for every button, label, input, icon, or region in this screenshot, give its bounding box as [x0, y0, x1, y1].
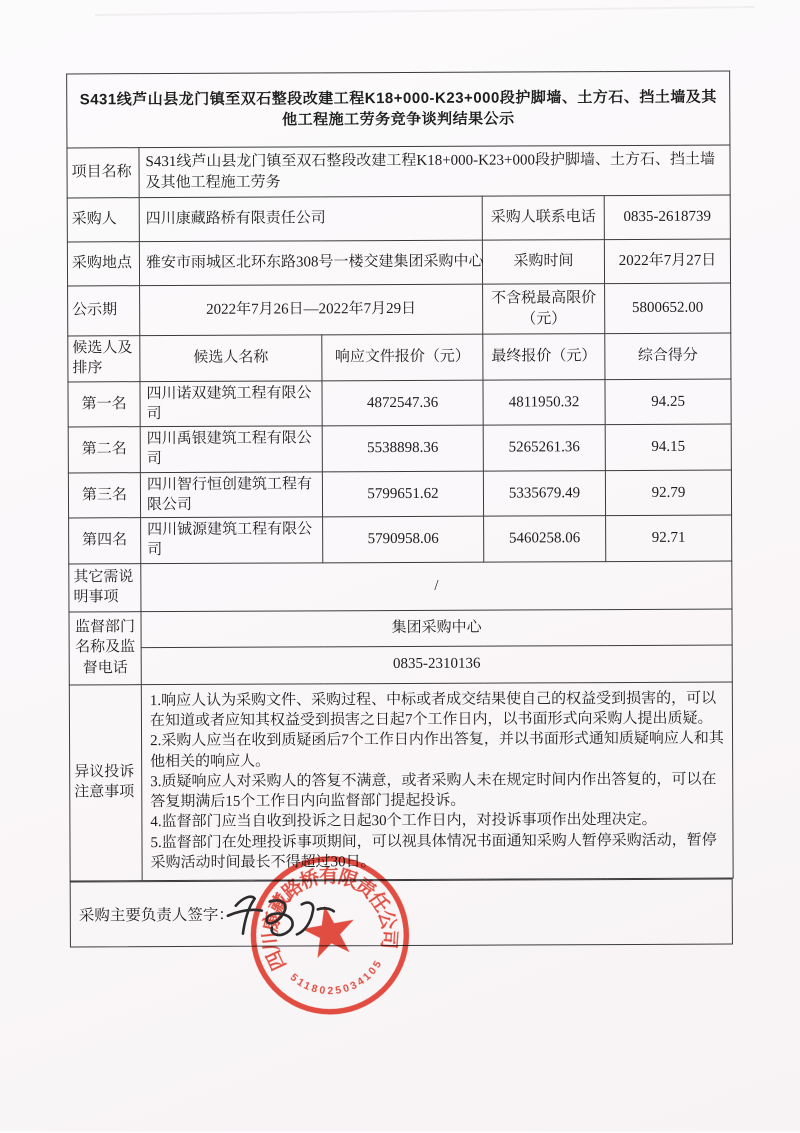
score-cell: 94.15	[605, 424, 731, 470]
objection-label: 异议投诉注意事项	[69, 684, 142, 880]
time-label: 采购时间	[482, 240, 604, 285]
table-row	[69, 609, 732, 648]
candidates-section-label: 候选人及排序	[68, 336, 140, 382]
seal-number-text: 5118025034105	[287, 958, 385, 998]
table-row	[68, 283, 731, 336]
table-row	[67, 71, 730, 148]
seal-company-text: 四川康藏路桥有限责任公司	[260, 866, 400, 974]
candidate-row-3	[68, 470, 731, 518]
page-title: S431线芦山县龙门镇至双石整段改建工程K18+000-K23+000段护脚墙、土方石、挡土墙及其他工程施工劳务竞争谈判结果公示	[67, 71, 730, 148]
table-row	[69, 645, 732, 685]
table-row	[69, 682, 733, 881]
rank-cell: 第一名	[68, 381, 140, 427]
handwritten-signature	[222, 889, 342, 944]
candidate-name-cell: 四川智行恒创建筑工程有限公司	[140, 471, 322, 517]
other-notes-label: 其它需说明事项	[69, 563, 141, 611]
supervision-phone: 0835-2310136	[141, 645, 732, 685]
purchaser-phone-label: 采购人联系电话	[482, 196, 604, 241]
score-cell: 94.25	[605, 379, 731, 425]
publicity-value: 2022年7月26日—2022年7月29日	[140, 284, 483, 335]
table-row	[69, 561, 732, 612]
candidate-row-1	[68, 379, 731, 427]
score-cell: 92.71	[606, 515, 732, 561]
doc-price-cell: 5538898.36	[322, 425, 483, 471]
candidate-name-cell: 四川诺双建筑工程有限公司	[140, 380, 322, 426]
rank-cell: 第四名	[69, 518, 141, 564]
publicity-label: 公示期	[68, 286, 140, 336]
max-price-value: 5800652.00	[605, 283, 731, 334]
col-header-final-price: 最终报价（元）	[483, 334, 605, 380]
table-header-row	[68, 333, 731, 381]
project-name-value: S431线芦山县龙门镇至双石整段改建工程K18+000-K23+000段护脚墙、土方石、挡土墙及其他工程施工劳务	[139, 145, 730, 198]
signature-label: 采购主要负责人签字：	[78, 906, 234, 925]
objection-notes: 1.响应人认为采购文件、采购过程、中标或者成交结果使自己的权益受到损害的，可以在知道或者应知其权益受到损害之日起7个工作日内，以书面形式向采购人提出质疑。 2.采购人应当在收到质疑函后7个工作日内作出答复，并以书面形式通知质疑响应人和其他相关的响应人。 3.质疑响应人对采购人的答复不满意，或者采购人未在规定时间内作出答复的，可以在答复期满后15个工作日内向监督部门提起投诉。 4.监督部门应当自收到投诉之日起30个工作日内，对投诉事项作出处理决定。 5.监督部门在处理投诉事项期间，可以视具体情况书面通知采购人暂停采购活动，暂停采购活动时间最长不得超过30日。	[141, 682, 733, 881]
project-name-label: 项目名称	[67, 148, 139, 198]
doc-price-cell: 5799651.62	[322, 471, 483, 517]
location-value: 雅安市雨城区北环东路308号一楼交建集团采购中心	[139, 240, 482, 285]
col-header-name: 候选人名称	[140, 335, 322, 381]
other-notes-value: /	[141, 561, 732, 612]
rank-cell: 第二名	[68, 427, 140, 473]
final-price-cell: 5460258.06	[484, 516, 606, 562]
supervision-label: 监督部门名称及监督电话	[69, 611, 141, 684]
purchaser-phone-value: 0835-2618739	[604, 195, 730, 240]
candidate-row-4	[69, 515, 732, 563]
max-price-label: 不含税最高限价（元）	[483, 284, 605, 335]
purchaser-value: 四川康藏路桥有限责任公司	[139, 196, 482, 241]
doc-price-cell: 5790958.06	[323, 516, 484, 562]
table-row	[67, 239, 730, 286]
final-price-cell: 4811950.32	[483, 379, 605, 425]
supervision-department: 集团采购中心	[141, 609, 732, 648]
announcement-table	[66, 71, 734, 881]
candidate-name-cell: 四川铖源建筑工程有限公司	[141, 517, 323, 563]
table-row	[67, 195, 730, 242]
doc-price-cell: 4872547.36	[322, 380, 483, 426]
candidate-row-2	[68, 424, 731, 472]
candidate-name-cell: 四川禹银建筑工程有限公司	[140, 426, 322, 472]
final-price-cell: 5265261.36	[483, 425, 605, 471]
time-value: 2022年7月27日	[604, 239, 730, 284]
col-header-score: 综合得分	[605, 333, 731, 379]
final-price-cell: 5335679.49	[483, 470, 605, 516]
rank-cell: 第三名	[68, 472, 140, 518]
location-label: 采购地点	[67, 242, 139, 286]
col-header-doc-price: 响应文件报价（元）	[322, 334, 483, 380]
table-row	[67, 145, 730, 198]
score-cell: 92.79	[605, 470, 731, 516]
purchaser-label: 采购人	[67, 198, 139, 242]
